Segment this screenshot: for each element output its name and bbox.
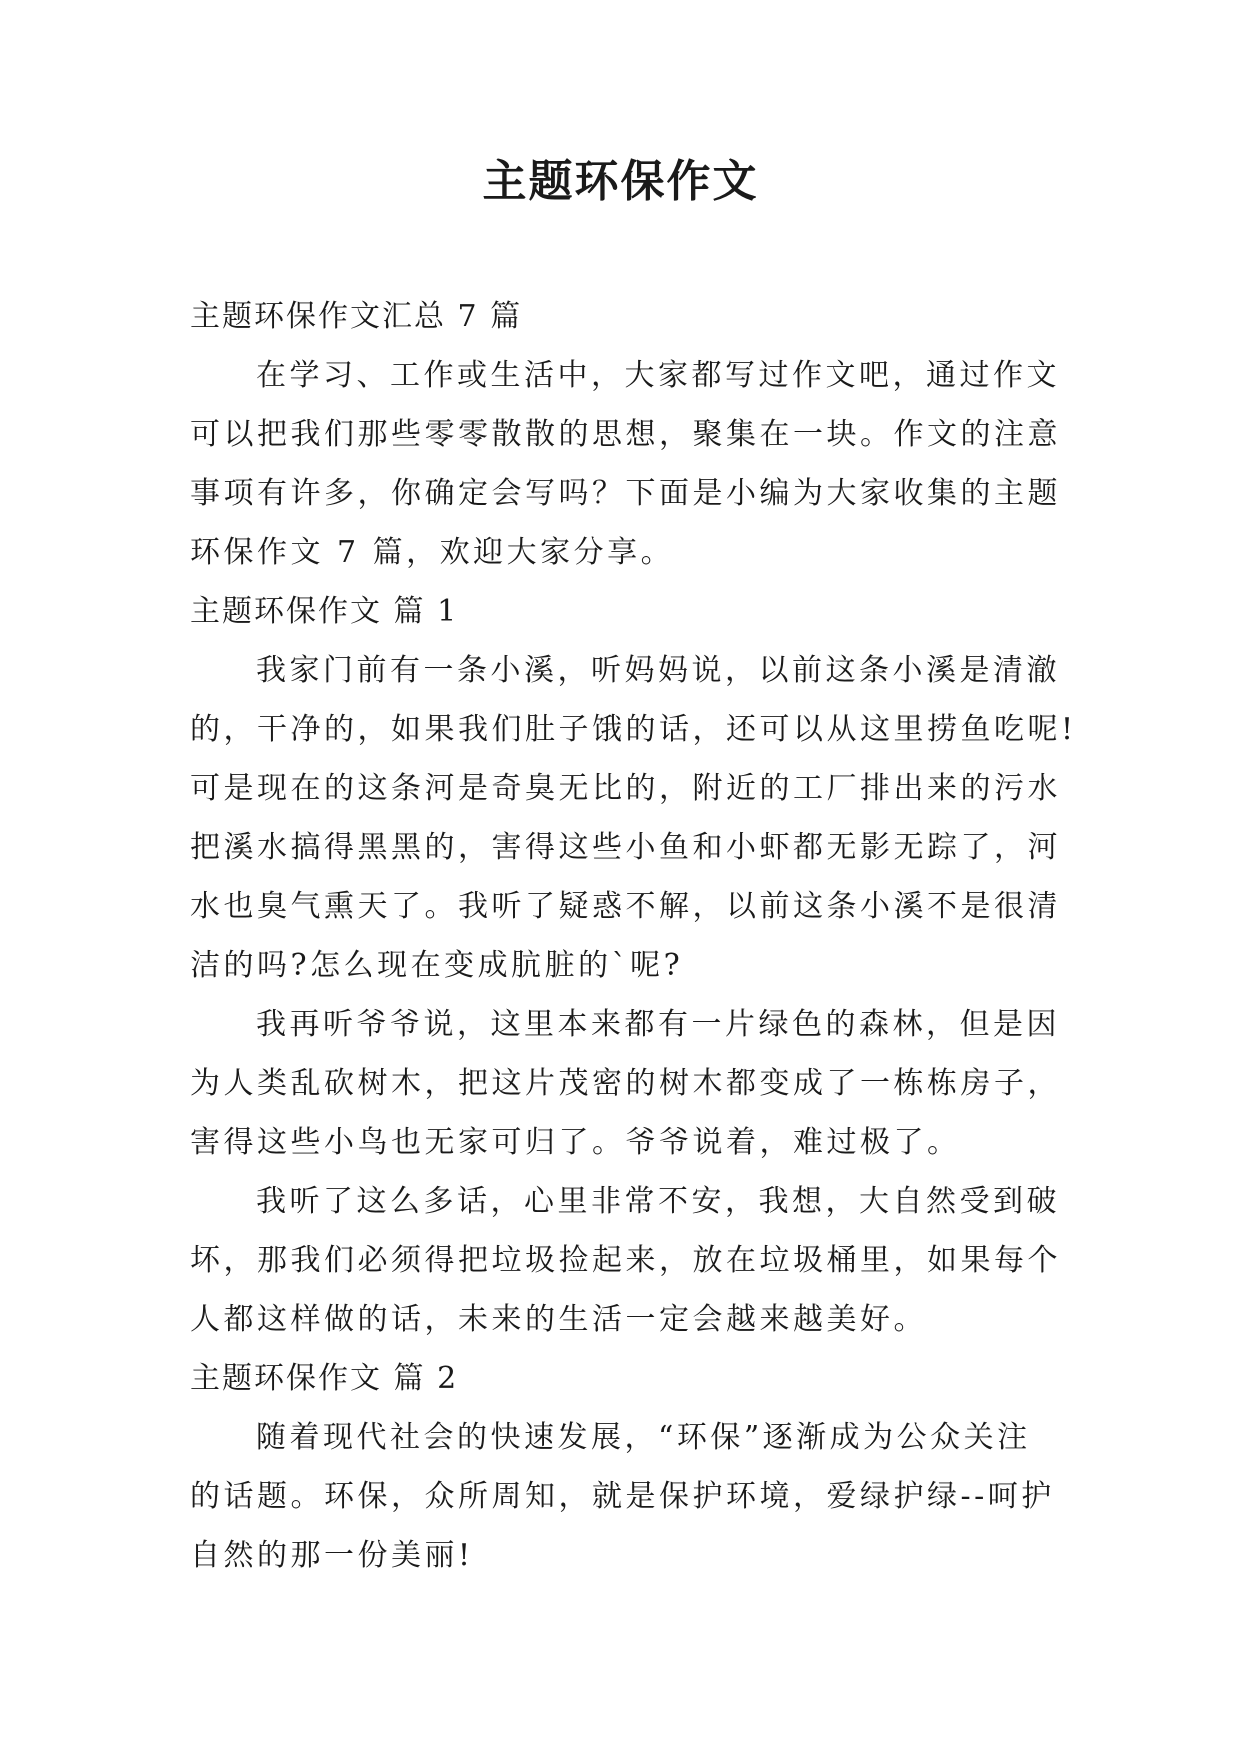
document-body (190, 287, 1077, 1585)
paragraph-line: 我听了这么多话，心里非常不安，我想，大自然受到破 (256, 1184, 1060, 1219)
paragraph-line: 水也臭气熏天了。我听了疑惑不解，以前这条小溪不是很清 (190, 889, 1061, 924)
paragraph-line: 随着现代社会的快速发展，“环保”逐渐成为公众关注 (256, 1420, 1031, 1455)
paragraph-line: 把溪水搞得黑黑的，害得这些小鱼和小虾都无影无踪了，河 (190, 830, 1061, 865)
paragraph-line: 在学习、工作或生活中，大家都写过作文吧，通过作文 (256, 358, 1060, 393)
paragraph-line: 害得这些小鸟也无家可归了。爷爷说着，难过极了。 (190, 1125, 961, 1160)
paragraph-line: 可是现在的这条河是奇臭无比的，附近的工厂排出来的污水 (190, 771, 1061, 806)
paragraph-line: 人都这样做的话，未来的生活一定会越来越美好。 (190, 1302, 927, 1337)
section-heading: 主题环保作文汇总 7 篇 (190, 299, 523, 334)
paragraph-line: 自然的那一份美丽! (190, 1538, 474, 1573)
section-heading: 主题环保作文 篇 1 (190, 594, 459, 629)
paragraph-line: 我家门前有一条小溪，听妈妈说，以前这条小溪是清澈 (256, 653, 1060, 688)
paragraph-line: 可以把我们那些零零散散的思想，聚集在一块。作文的注意 (190, 417, 1061, 452)
document-title: 主题环保作文 (482, 156, 759, 207)
paragraph-line: 事项有许多，你确定会写吗？下面是小编为大家收集的主题 (190, 476, 1061, 511)
paragraph-line: 我再听爷爷说，这里本来都有一片绿色的森林，但是因 (256, 1007, 1060, 1042)
paragraph-line: 洁的吗?怎么现在变成肮脏的`呢? (190, 948, 684, 983)
paragraph-line: 坏，那我们必须得把垃圾捡起来，放在垃圾桶里，如果每个 (190, 1243, 1061, 1278)
paragraph-line: 为人类乱砍树木，把这片茂密的树木都变成了一栋栋房子， (190, 1066, 1061, 1101)
section-heading: 主题环保作文 篇 2 (190, 1361, 459, 1396)
paragraph-line: 的，干净的，如果我们肚子饿的话，还可以从这里捞鱼吃呢! (190, 712, 1077, 747)
paragraph-line: 的话题。环保，众所周知，就是保护环境，爱绿护绿--呵护 (190, 1479, 1055, 1514)
paragraph-line: 环保作文 7 篇，欢迎大家分享。 (190, 535, 675, 570)
